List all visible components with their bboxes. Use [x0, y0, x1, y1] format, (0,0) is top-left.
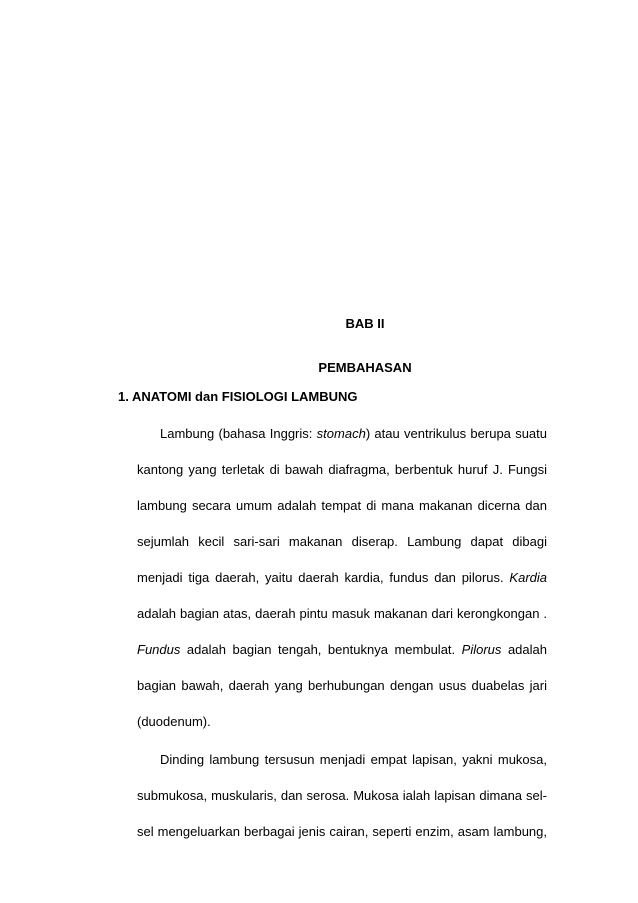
text-run: lambung secara umum adalah tempat di mana makanan dicerna dan [137, 498, 547, 513]
text-run: sejumlah kecil sari-sari makanan diserap. Lambung dapat dibagi [137, 534, 547, 549]
text-line [137, 570, 547, 586]
text-line [137, 498, 547, 514]
text-run: adalah bagian tengah, bentuknya membulat. [180, 642, 462, 657]
text-run: (duodenum). [137, 714, 211, 729]
text-line [137, 714, 547, 730]
section-heading: 1. ANATOMI dan FISIOLOGI LAMBUNG [118, 389, 358, 404]
text-run: kantong yang terletak di bawah diafragma, berbentuk huruf J. Fungsi [137, 462, 547, 477]
text-run: Lambung (bahasa Inggris: [160, 426, 317, 441]
text-line [160, 426, 547, 442]
chapter-label: BAB II [345, 316, 385, 331]
text-line [137, 462, 547, 478]
text-run: bagian bawah, daerah yang berhubungan dengan usus duabelas jari [137, 678, 547, 693]
italic-term: Kardia [509, 570, 547, 585]
text-line [137, 824, 547, 840]
text-line [137, 678, 547, 694]
italic-term: Fundus [137, 642, 181, 657]
italic-term: stomach [316, 426, 366, 441]
text-run: ) atau ventrikulus berupa suatu [365, 426, 547, 441]
text-run: Dinding lambung tersusun menjadi empat lapisan, yakni mukosa, [160, 752, 547, 767]
text-line [137, 606, 547, 622]
text-line [137, 642, 547, 658]
text-run: menjadi tiga daerah, yaitu daerah kardia, fundus dan pilorus. [137, 570, 510, 585]
text-line [137, 788, 547, 804]
italic-term: Pilorus [461, 642, 502, 657]
text-line [160, 752, 547, 768]
text-run: adalah [501, 642, 547, 657]
text-run: adalah bagian atas, daerah pintu masuk makanan dari kerongkongan . [137, 606, 547, 621]
text-line [137, 534, 547, 550]
text-run: sel mengeluarkan berbagai jenis cairan, seperti enzim, asam lambung, [137, 824, 547, 839]
text-run: submukosa, muskularis, dan serosa. Mukosa ialah lapisan dimana sel- [137, 788, 547, 803]
chapter-title: PEMBAHASAN [318, 360, 412, 375]
